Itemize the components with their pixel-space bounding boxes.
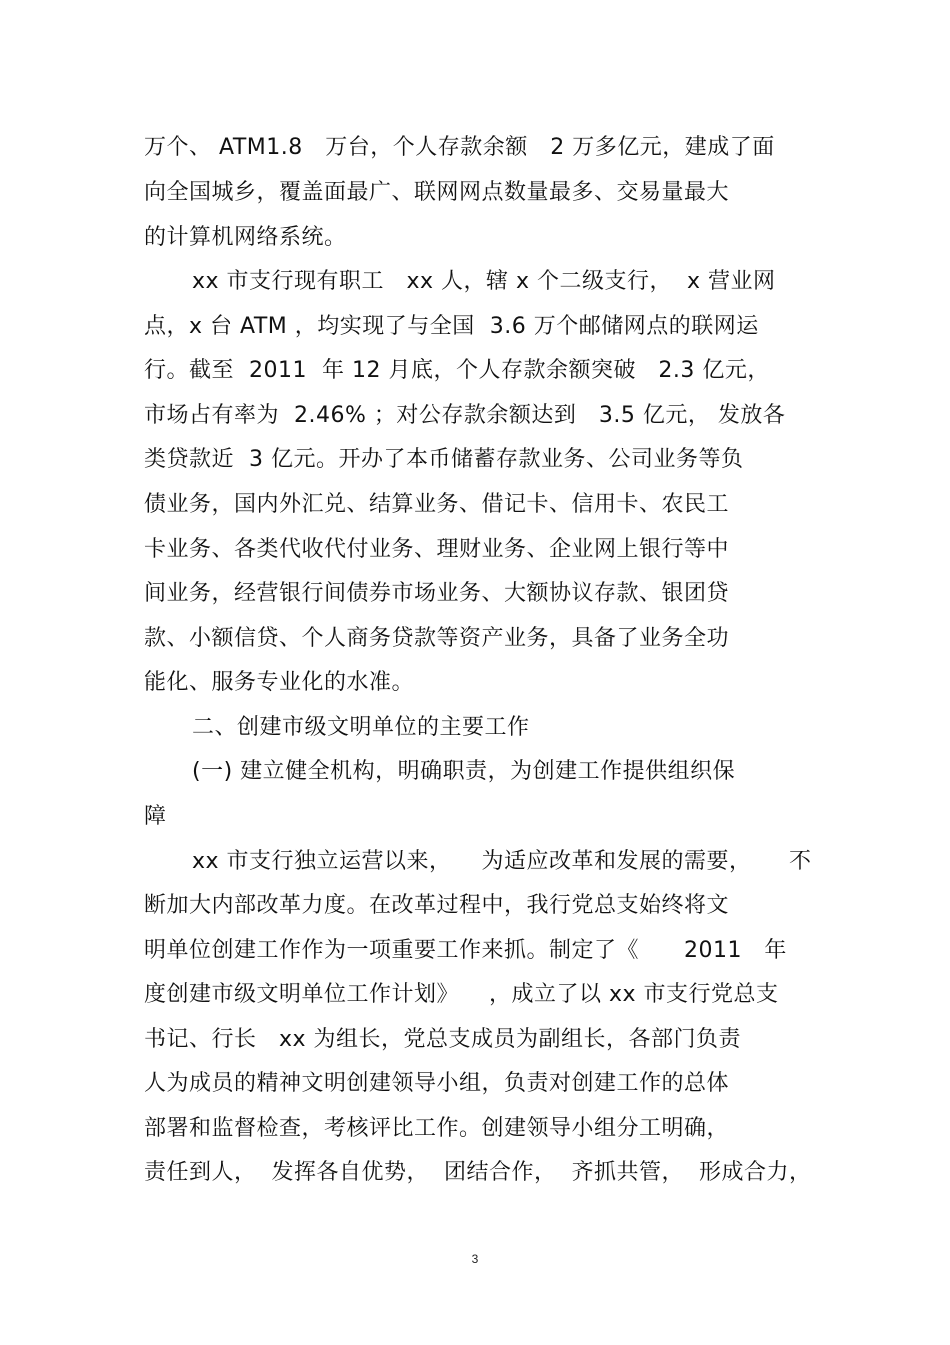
text-line-3: 的计算机网络系统。	[144, 225, 347, 250]
subsection-heading-cont: 障	[144, 804, 167, 829]
text-line-21: 书记、行长 xx 为组长，党总支成员为副组长，各部门负责	[144, 1027, 742, 1052]
text-line-11: 间业务，经营银行间债券市场业务、大额协议存款、银团贷	[144, 581, 730, 606]
text-line-1: 万个、 ATM1.8 万台，个人存款余额 2 万多亿元，建成了面	[144, 135, 775, 160]
text-line-8: 类贷款近 3 亿元。开办了本币储蓄存款业务、公司业务等负	[144, 447, 744, 472]
text-line-20: 度创建市级文明单位工作计划》 ，成立了以 xx 市支行党总支	[144, 982, 779, 1007]
text-line-23: 部署和监督检查，考核评比工作。创建领导小组分工明确，	[144, 1116, 730, 1141]
text-line-12: 款、小额信贷、个人商务贷款等资产业务，具备了业务全功	[144, 626, 730, 651]
text-line-9: 债业务，国内外汇兑、结算业务、借记卡、信用卡、农民工	[144, 492, 730, 517]
text-line-13: 能化、服务专业化的水准。	[144, 670, 415, 695]
text-line-19: 明单位创建工作作为一项重要工作来抓。制定了《 2011 年	[144, 938, 787, 963]
text-line-5: 点，x 台 ATM ，均实现了与全国 3.6 万个邮储网点的联网运	[144, 314, 759, 339]
subsection-heading: (一) 建立健全机构，明确职责，为创建工作提供组织保	[192, 759, 736, 784]
text-line-17: xx 市支行独立运营以来， 为适应改革和发展的需要， 不	[192, 849, 812, 874]
text-line-4: xx 市支行现有职工 xx 人，辖 x 个二级支行， x 营业网	[192, 269, 776, 294]
section-heading: 二、创建市级文明单位的主要工作	[192, 715, 530, 740]
text-line-18: 断加大内部改革力度。在改革过程中，我行党总支始终将文	[144, 893, 730, 918]
text-line-10: 卡业务、各类代收代付业务、理财业务、企业网上银行等中	[144, 537, 730, 562]
text-line-7: 市场占有率为 2.46% ；对公存款余额达到 3.5 亿元， 发放各	[144, 403, 786, 428]
text-line-22: 人为成员的精神文明创建领导小组，负责对创建工作的总体	[144, 1071, 730, 1096]
text-line-2: 向全国城乡，覆盖面最广、联网网点数量最多、交易量最大	[144, 180, 730, 205]
page-number: 3	[471, 1252, 479, 1266]
text-line-24: 责任到人， 发挥各自优势， 团结合作， 齐抓共管， 形成合力，	[144, 1160, 812, 1185]
text-line-6: 行。截至 2011 年 12 月底，个人存款余额突破 2.3 亿元，	[144, 358, 770, 383]
